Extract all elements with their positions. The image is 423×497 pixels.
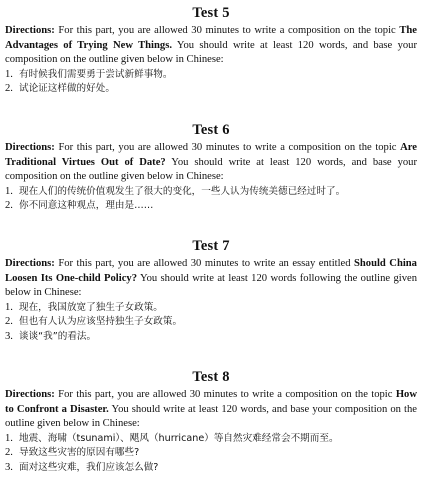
directions-text-after: You should write at least 120 words following the outline given below in Chinese: bbox=[5, 272, 417, 299]
outline-number: 1. bbox=[5, 185, 13, 197]
essay-topic: Are Traditional Virtues Out of Date? bbox=[5, 142, 417, 168]
directions-paragraph bbox=[5, 141, 417, 185]
directions-text-before: For this part, you are allowed 30 minutes to write an essay entitled bbox=[54, 258, 355, 269]
outline-number: 2. bbox=[5, 447, 13, 459]
outline-item bbox=[5, 82, 417, 97]
outline-number: 1. bbox=[5, 432, 13, 444]
outline-text: 现在人们的传统价值观发生了很大的变化，一些人认为传统美德已经过时了。 bbox=[19, 185, 346, 197]
outline-item bbox=[5, 315, 417, 330]
directions-label: Directions: bbox=[5, 258, 55, 269]
outline-text: 现在，我国放宽了独生子女政策。 bbox=[19, 301, 163, 313]
outline-number: 3. bbox=[5, 461, 13, 473]
outline-number: 2. bbox=[5, 200, 13, 212]
outline-text: 面对这些灾难，我们应该怎么做? bbox=[19, 461, 159, 473]
directions-paragraph bbox=[5, 24, 417, 68]
essay-topic: How to Confront a Disaster. bbox=[5, 389, 417, 415]
directions-paragraph bbox=[5, 388, 417, 432]
directions-text-before: For this part, you are allowed 30 minutes to write a composition on the topic bbox=[54, 25, 400, 36]
test-title: Test 6 bbox=[192, 122, 230, 138]
outline-text: 但也有人认为应该坚持独生子女政策。 bbox=[19, 316, 183, 328]
essay-topic: Should China Loosen Its One-child Policy? bbox=[5, 258, 417, 284]
test-6-section bbox=[5, 122, 417, 214]
directions-text-after: You should write at least 120 words, and base your composition on the outline given below in Chinese: bbox=[5, 156, 418, 183]
directions-text-after: You should write at least 120 words, and base your composition on the outline given below in Chinese: bbox=[5, 39, 417, 66]
directions-text-after: You should write at least 120 words, and base your composition on the outline given below in Chinese: bbox=[5, 403, 417, 430]
outline-item bbox=[5, 185, 417, 200]
outline-text: 有时候我们需要勇于尝试新鲜事物。 bbox=[19, 68, 173, 80]
outline-item bbox=[5, 199, 417, 214]
outline-text: 导致这些灾害的原因有哪些? bbox=[19, 447, 140, 459]
outline-item bbox=[5, 432, 417, 447]
outline-text: 你不同意这种观点，理由是…… bbox=[19, 200, 154, 212]
test-5-section bbox=[5, 5, 417, 97]
directions-text-before: For this part, you are allowed 30 minutes to write a composition on the topic bbox=[54, 142, 401, 153]
outline-number: 1. bbox=[5, 68, 13, 80]
test-8-section bbox=[5, 369, 417, 476]
outline-text: 谈谈“我”的看法。 bbox=[19, 330, 97, 342]
outline-number: 2. bbox=[5, 83, 13, 95]
outline-number: 3. bbox=[5, 330, 13, 342]
essay-topic: The Advantages of Trying New Things. bbox=[5, 25, 417, 51]
directions-label: Directions: bbox=[5, 389, 55, 400]
directions-label: Directions: bbox=[5, 25, 55, 36]
directions-text-before: For this part, you are allowed 30 minutes to write a composition on the topic bbox=[54, 389, 396, 400]
outline-item bbox=[5, 461, 417, 476]
outline-text: 地震、海啸（tsunami）、飓风（hurricane）等自然灾难经常会不期而至。 bbox=[19, 432, 339, 444]
test-title: Test 8 bbox=[192, 369, 230, 385]
outline-number: 2. bbox=[5, 316, 13, 328]
outline-item bbox=[5, 446, 417, 461]
test-7-section bbox=[5, 238, 417, 345]
outline-number: 1. bbox=[5, 301, 13, 313]
directions-paragraph bbox=[5, 257, 417, 301]
outline-item bbox=[5, 330, 417, 345]
test-title: Test 7 bbox=[192, 238, 230, 254]
directions-label: Directions: bbox=[5, 142, 55, 153]
outline-text: 试论证这样做的好处。 bbox=[19, 83, 115, 95]
test-title: Test 5 bbox=[192, 5, 230, 21]
outline-item bbox=[5, 301, 417, 316]
outline-item bbox=[5, 68, 417, 83]
